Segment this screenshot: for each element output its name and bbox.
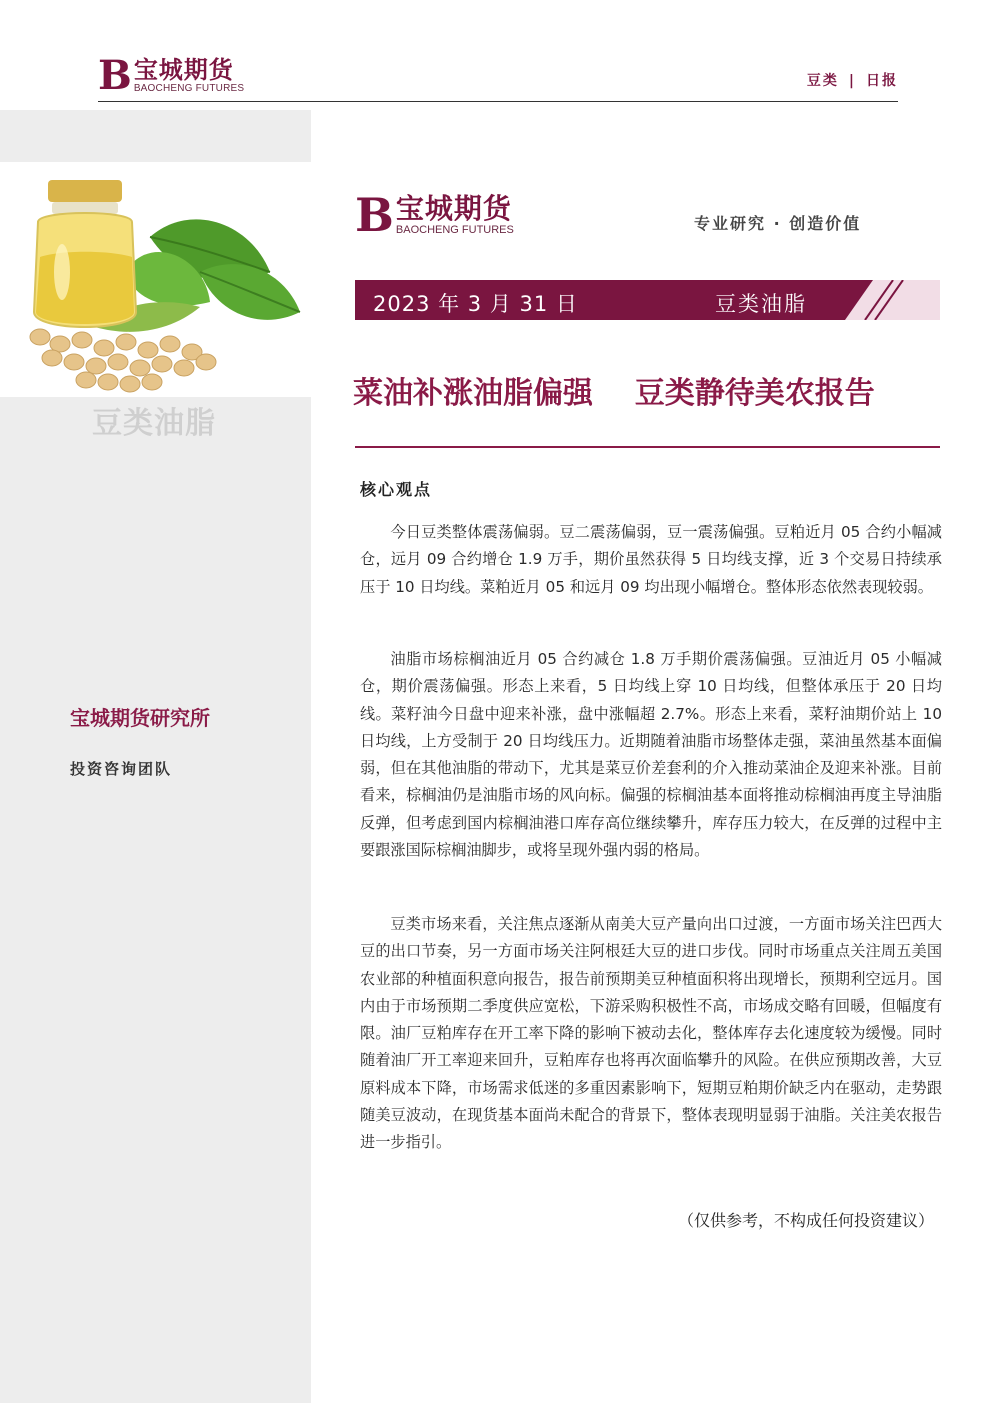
header-divider bbox=[98, 101, 898, 102]
disclaimer: （仅供参考，不构成任何投资建议） bbox=[677, 1211, 934, 1230]
header-logo bbox=[98, 52, 245, 99]
logo-chinese-name: 宝城期货 bbox=[133, 55, 234, 84]
company-slogan: 专业研究 · 创造价值 bbox=[694, 214, 862, 233]
tag-type: 日报 bbox=[866, 73, 898, 89]
report-type-tag bbox=[807, 70, 898, 90]
logo-english-name: BAOCHENG FUTURES bbox=[133, 83, 245, 94]
paragraph-soy-overview: 今日豆类整体震荡偏弱。豆二震荡偏弱，豆一震荡偏强。豆粕近月 05 合约小幅减仓，远月 09 合约增仓 1.9 万手，期价虽然获得 5 日均线支撑，近 3 个交易日持续承压于 10 日均线。菜粕近月 05 和远月 09 均出现小幅增仓。整体形态依然表现较弱。 bbox=[360, 523, 942, 596]
sidebar-category-title: 豆类油脂 bbox=[92, 406, 216, 441]
paragraph-soy-market: 豆类市场来看，关注焦点逐渐从南美大豆产量向出口过渡，一方面市场关注巴西大豆的出口节奏，另一方面市场关注阿根廷大豆的进口步伐。同时市场重点关注周五美国农业部的种植面积意向报告，报告前预期美豆种植面积将出现增长，预期利空远月。国内由于市场预期二季度供应宽松，下游采购积极性不高，市场成交略有回暖，但幅度有限。油厂豆粕库存在开工率下降的影响下被动去化，整体库存去化速度较为缓慢。同时随着油厂开工率迎来回升，豆粕库存也将再次面临攀升的风险。在供应预期改善，大豆原料成本下降，市场需求低迷的多重因素影响下，短期豆粕期价缺乏内在驱动，走势跟随美豆波动，在现货基本面尚未配合的背景下，整体表现明显弱于油脂。关注美农报告进一步指引。 bbox=[360, 915, 942, 1152]
research-team-name: 投资咨询团队 bbox=[70, 760, 173, 778]
masthead-logo bbox=[355, 188, 514, 242]
tag-separator: | bbox=[848, 73, 856, 89]
tag-category: 豆类 bbox=[806, 73, 839, 89]
core-view-heading: 核心观点 bbox=[360, 480, 433, 499]
banner-category: 豆类油脂 bbox=[715, 292, 807, 316]
logo-chinese-name: 宝城期货 bbox=[395, 191, 512, 225]
soybean-oil-image bbox=[0, 162, 311, 397]
date-banner bbox=[355, 280, 940, 320]
logo-english-name: BAOCHENG FUTURES bbox=[395, 223, 514, 236]
logo-mark-icon: B bbox=[98, 52, 132, 99]
research-institute-name: 宝城期货研究所 bbox=[70, 706, 210, 730]
report-headline: 菜油补涨油脂偏强 豆类静待美农报告 bbox=[353, 376, 875, 411]
paragraph-oils-market: 油脂市场棕榈油近月 05 合约减仓 1.8 万手期价震荡偏强。豆油近月 05 小幅减仓，期价震荡偏强。形态上来看，5 日均线上穿 10 日均线，但整体承压于 20 日均线。菜籽油今日盘中迎来补涨，盘中涨幅超 2.7%。形态上来看，菜籽油期价站上 10 日均线，上方受制于 20 日均线压力。近期随着油脂市场整体走强，菜油虽然基本面偏弱，但在其他油脂的带动下，尤其是菜豆价差套利的介入推动菜油企及迎来补涨。目前看来，棕榈油仍是油脂市场的风向标。偏强的棕榈油基本面将推动棕榈油再度主导油脂反弹，但考虑到国内棕榈油港口库存高位继续攀升，库存压力较大，在反弹的过程中主要跟涨国际棕榈油脚步，或将呈现外强内弱的格局。 bbox=[360, 650, 942, 860]
logo-mark-icon: B bbox=[355, 188, 394, 242]
report-date: 2023 年 3 月 31 日 bbox=[373, 292, 578, 316]
headline-divider bbox=[355, 446, 940, 448]
